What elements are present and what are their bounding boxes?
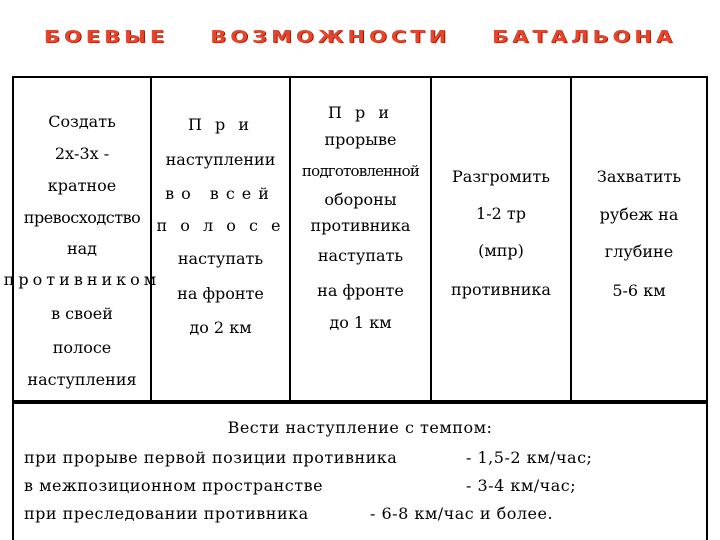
column-superiority bbox=[3, 78, 161, 400]
cell-line: прорыве bbox=[324, 130, 397, 149]
cell-line: до 1 км bbox=[329, 313, 392, 332]
cell-line: подготовленной bbox=[301, 162, 420, 180]
cell-line: во всей bbox=[165, 184, 276, 203]
cell-line: обороны bbox=[324, 190, 397, 209]
tempo-section bbox=[12, 402, 708, 540]
cell-line: (мпр) bbox=[478, 241, 524, 260]
cell-line: превосходство bbox=[23, 208, 141, 227]
cell-line: П р и bbox=[187, 115, 254, 134]
cell-line: 2х-3х - bbox=[54, 144, 110, 163]
cell-line: 5-6 км bbox=[612, 281, 666, 300]
column-breakthrough-front bbox=[291, 78, 432, 400]
tempo-row-value: - 1,5-2 км/час; bbox=[466, 448, 593, 467]
cell-line: рубеж на bbox=[599, 205, 679, 224]
cell-line: над bbox=[66, 239, 98, 258]
title-word-1: БОЕВЫЕ bbox=[43, 26, 169, 47]
cell-line: п о л о с е bbox=[156, 216, 285, 235]
tempo-row-text: при прорыве первой позиции противника bbox=[24, 448, 398, 467]
cell-line: кратное bbox=[47, 176, 117, 195]
cell-line: до 2 км bbox=[189, 318, 252, 337]
cell-line: наступлении bbox=[165, 150, 276, 169]
cell-line: на фронте bbox=[317, 281, 404, 300]
cell-line: 1-2 тр bbox=[476, 204, 526, 223]
cell-line: наступать bbox=[177, 249, 264, 268]
tempo-row-text: при преследовании противника bbox=[24, 504, 309, 523]
title-word-3: БАТАЛЬОНА bbox=[492, 26, 677, 47]
cell-line: противника bbox=[310, 216, 411, 235]
page-title bbox=[0, 24, 720, 54]
cell-line: П р и bbox=[327, 103, 394, 122]
cell-line: Захватить bbox=[596, 167, 682, 186]
column-offensive-front bbox=[152, 78, 291, 400]
tempo-row-value: - 6-8 км/час и более. bbox=[370, 504, 554, 523]
tempo-row-value: - 3-4 км/час; bbox=[466, 476, 577, 495]
cell-line: полосе bbox=[52, 338, 112, 357]
cell-line: в своей bbox=[51, 304, 113, 323]
column-capture bbox=[572, 78, 706, 400]
cell-line: на фронте bbox=[177, 284, 264, 303]
column-defeat bbox=[432, 78, 572, 400]
title-word-2: ВОЗМОЖНОСТИ bbox=[210, 26, 451, 47]
cell-line: противника bbox=[451, 280, 551, 299]
cell-line: наступать bbox=[317, 246, 404, 265]
cell-line: наступления bbox=[27, 370, 137, 389]
tempo-row-text: в межпозиционном пространстве bbox=[24, 476, 324, 495]
cell-line: Разгромить bbox=[452, 167, 550, 186]
tempo-heading: Вести наступление с темпом: bbox=[227, 418, 493, 437]
cell-line: Создать bbox=[48, 112, 116, 131]
cell-line: противником bbox=[3, 270, 161, 289]
capabilities-table bbox=[3, 76, 708, 402]
cell-line: глубине bbox=[604, 242, 674, 261]
